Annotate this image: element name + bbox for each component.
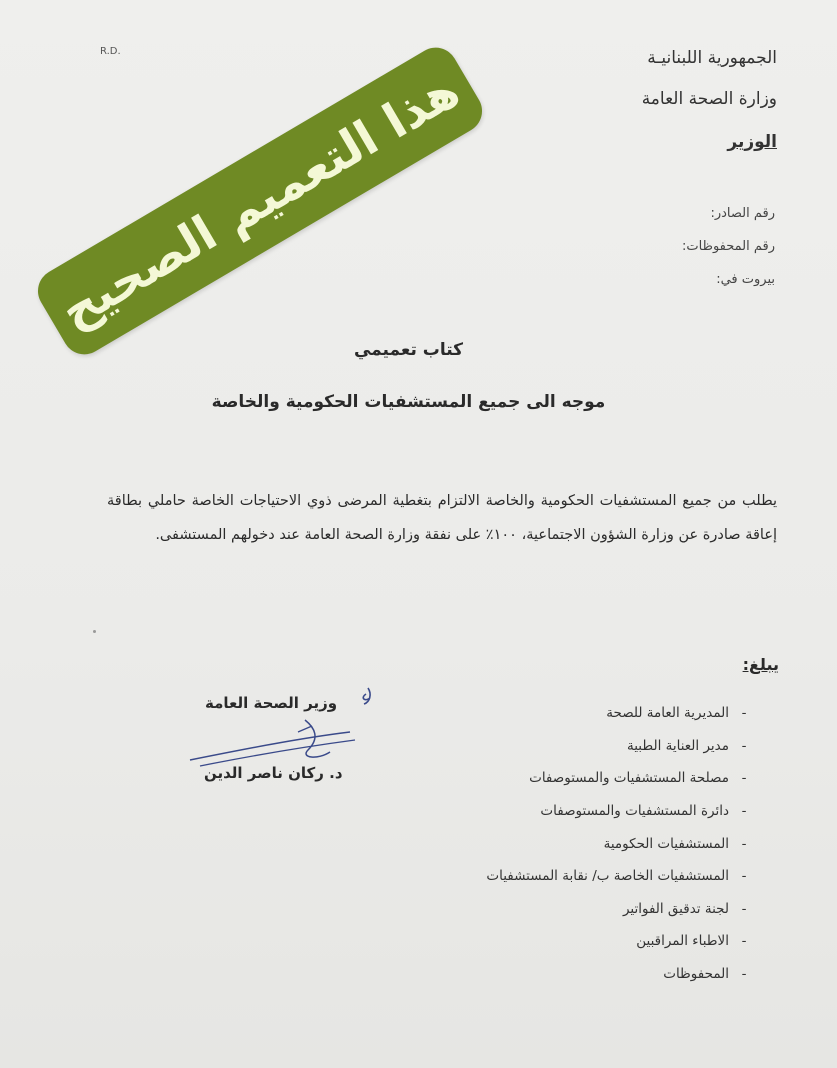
document-title: كتاب تعميمي [353, 340, 464, 360]
document-subtitle: موجه الى جميع المستشفيات الحكومية والخاصة [211, 392, 606, 412]
header-republic: الجمهورية اللبنانيـة [647, 48, 777, 68]
stamp-label: هذا التعميم الصحيح [51, 62, 469, 340]
list-item: - المديرية العامة للصحة [606, 705, 747, 722]
notify-label: يبلغ: [742, 655, 779, 674]
list-item: - الاطباء المراقبين [636, 933, 747, 950]
list-item: - دائرة المستشفيات والمستوصفات [540, 803, 747, 820]
issue-number-label: رقم الصادر: [710, 206, 775, 221]
list-item: - المستشفيات الخاصة ب/ نقابة المستشفيات [486, 868, 747, 885]
signatory-title: وزير الصحة العامة [205, 694, 338, 712]
signatory-name: د. ركان ناصر الدين [204, 764, 343, 782]
header-ministry: وزارة الصحة العامة [641, 89, 777, 109]
list-item: - المحفوظات [663, 966, 747, 983]
recipients-list [486, 697, 759, 990]
place-date-label: بيروت في: [716, 272, 775, 287]
paper-speck [93, 630, 96, 633]
header-minister: الوزير [727, 132, 777, 152]
archive-number-label: رقم المحفوظات: [682, 239, 775, 254]
list-item: - لجنة تدقيق الفواتير [622, 900, 747, 917]
list-item: - مدير العناية الطبية [627, 737, 747, 754]
list-item: - مصلحة المستشفيات والمستوصفات [529, 770, 747, 787]
list-item: - المستشفيات الحكومية [603, 835, 747, 852]
handwritten-signature [180, 680, 380, 790]
correct-circular-stamp [30, 40, 490, 363]
circular-body: يطلب من جميع المستشفيات الحكومية والخاصة الالتزام بتغطية المرضى ذوي الاحتياجات الخاصة حاملي بطاقة إعاقة صادرة عن وزارة الشؤون الاجتماعية، ١٠٠٪ على نفقة وزارة الصحة العامة عند دخولهم المستشفى. [107, 493, 777, 543]
reference-initials: R.D. [100, 46, 121, 57]
